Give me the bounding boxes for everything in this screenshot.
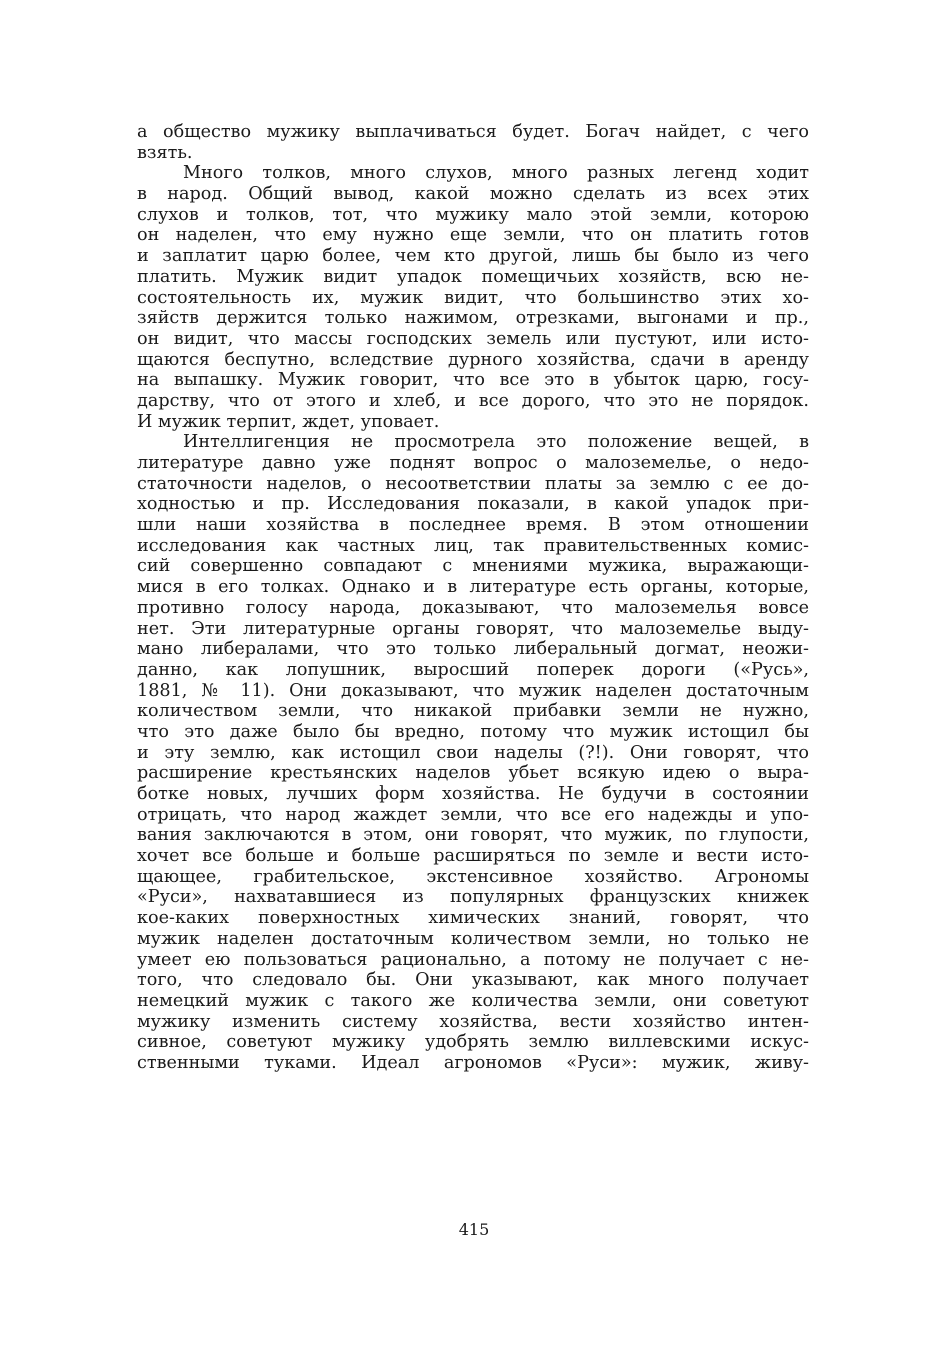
text-line: он видит, что массы господских земель или пустуют, или исто- — [137, 328, 809, 349]
text-line: а общество мужику выплачиваться будет. Богач найдет, с чего — [137, 122, 809, 142]
text-line: мужику изменить систему хозяйства, вести хозяйство интен- — [137, 1011, 809, 1032]
text-line: отрицать, что народ жаждет земли, что все его надежды и упо- — [137, 804, 809, 825]
text-line: сивное, советуют мужику удобрять землю виллевскими искус- — [137, 1032, 809, 1053]
text-line: состоятельность их, мужик видит, что большинство этих хо- — [137, 287, 809, 308]
body-text — [137, 122, 809, 1074]
text-line: и заплатит царю более, чем кто другой, лишь бы было из чего — [137, 246, 809, 267]
text-line: Много толков, много слухов, много разных легенд ходит — [183, 163, 809, 184]
text-line: статочности наделов, о несоответствии платы за землю с ее до- — [137, 473, 809, 494]
text-line: противно голосу народа, доказывают, что малоземелья вовсе — [137, 597, 809, 618]
text-line: на выпашку. Мужик говорит, что все это в убыток царю, госу- — [137, 370, 809, 391]
text-line: что это даже было бы вредно, потому что мужик истощил бы — [137, 721, 809, 742]
text-line: ботке новых, лучших форм хозяйства. Не будучи в состоянии — [137, 784, 809, 804]
text-line: Интеллигенция не просмотрела это положение вещей, в — [183, 432, 809, 453]
text-line: нет. Эти литературные органы говорят, что малоземелье выду- — [137, 618, 809, 639]
text-line: щающее, грабительское, экстенсивное хозяйство. Агрономы — [137, 866, 809, 887]
text-line: в народ. Общий вывод, какой можно сделать из всех этих — [137, 184, 809, 205]
text-line: 1881, № 11). Они доказывают, что мужик наделен достаточным — [137, 680, 809, 701]
text-line: взять. — [137, 142, 193, 163]
text-line: умеет ею пользоваться рационально, а потому не получает с не- — [137, 949, 809, 970]
text-line: мися в его толках. Однако и в литературе есть органы, которые, — [137, 577, 809, 598]
text-line: того, что следовало бы. Они указывают, как много получает — [137, 970, 809, 991]
text-line: сий совершенно совпадают с мнениями мужика, выражающи- — [137, 556, 809, 577]
text-line: мано либералами, что это только либеральный догмат, неожи- — [137, 639, 809, 660]
text-line: дарству, что от этого и хлеб, и все дорого, что это не порядок. — [137, 390, 809, 411]
text-line: расширение крестьянских наделов убьет всякую идею о выра- — [137, 763, 809, 784]
text-line: количеством земли, что никакой прибавки земли не нужно, — [137, 701, 809, 722]
page-number: 415 — [458, 1220, 490, 1239]
text-line: хочет все больше и больше расширяться по земле и вести исто- — [137, 846, 809, 867]
text-line: вания заключаются в этом, они говорят, что мужик, по глупости, — [137, 825, 809, 846]
text-line: платить. Мужик видит упадок помещичьих хозяйств, всю не- — [137, 266, 809, 287]
text-line: «Руси», нахватавшиеся из популярных французских книжек — [137, 887, 809, 908]
text-line: он наделен, что ему нужно еще земли, что он платить готов — [137, 225, 809, 246]
text-line: зяйств держится только нажимом, отрезками, выгонами и пр., — [137, 308, 809, 329]
text-line: щаются беспутно, вследствие дурного хозяйства, сдачи в аренду — [137, 349, 809, 370]
text-line: и эту землю, как истощил свои наделы (?!). Они говорят, что — [137, 742, 809, 763]
text-line: данно, как лопушник, выросший поперек дороги («Русь», — [137, 659, 809, 680]
text-line: шли наши хозяйства в последнее время. В этом отношении — [137, 515, 809, 536]
text-line: ственными туками. Идеал агрономов «Руси»: мужик, живу- — [137, 1052, 809, 1073]
text-line: слухов и толков, тот, что мужику мало этой земли, которою — [137, 204, 809, 225]
text-line: исследования как частных лиц, так правительственных комис- — [137, 535, 809, 556]
text-line: И мужик терпит, ждет, уповает. — [137, 411, 440, 432]
text-line: ходностью и пр. Исследования показали, в какой упадок при- — [137, 494, 809, 515]
text-line: мужик наделен достаточным количеством земли, но только не — [137, 928, 809, 949]
text-line: кое-каких поверхностных химических знаний, говорят, что — [137, 908, 809, 929]
text-line: немецкий мужик с такого же количества земли, они советуют — [137, 990, 809, 1011]
text-line: литературе давно уже поднят вопрос о малоземелье, о недо- — [137, 453, 809, 473]
